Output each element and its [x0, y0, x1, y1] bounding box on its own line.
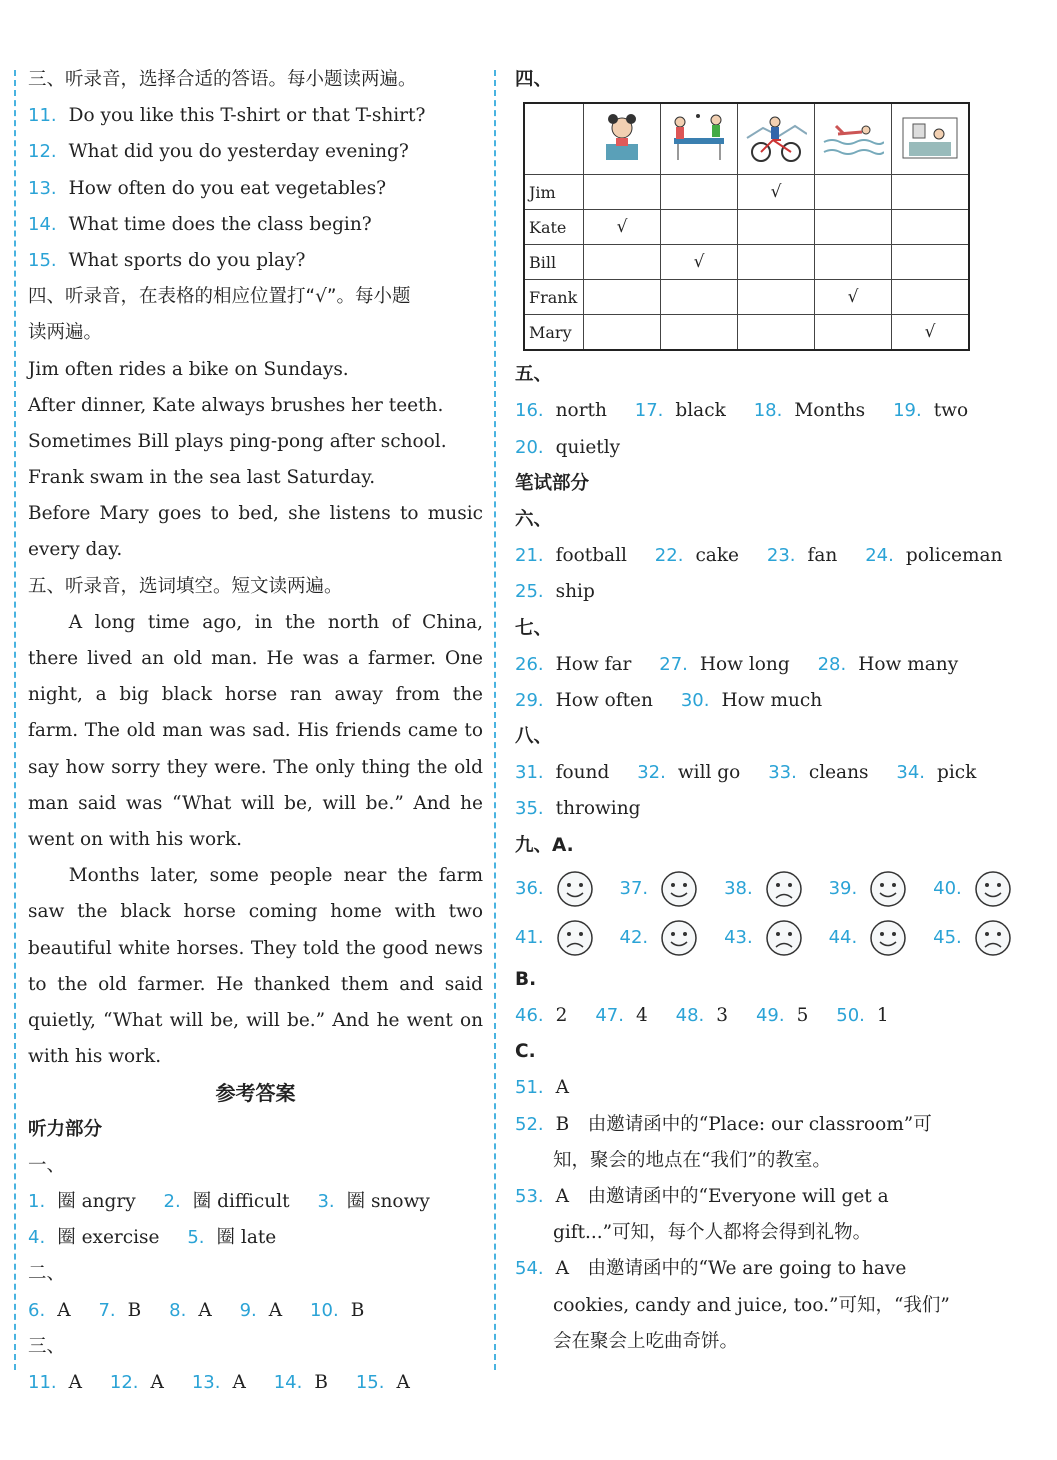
happy-face-icon — [869, 919, 907, 957]
left-margin-line — [14, 70, 16, 1370]
answer-row: 51. A — [515, 1077, 570, 1099]
answer-row: 29. How often 30. How much — [515, 689, 823, 711]
transcript-line: Frank swam in the sea last Saturday. — [28, 467, 376, 489]
answer-7-heading: 七、 — [515, 617, 553, 639]
answer-3-heading: 三、 — [28, 1335, 66, 1357]
table-row: Kate √ — [524, 210, 969, 245]
transcript-line: Before Mary goes to bed, she listens to music every day. — [28, 503, 483, 561]
question-item: 15. What sports do you play? — [28, 249, 306, 271]
answer-row: 4. 圈 exercise 5. 圈 late — [28, 1227, 277, 1249]
sad-face-icon — [974, 919, 1012, 957]
answer-explanation: 54. A 由邀请函中的“We are going to have — [515, 1258, 907, 1280]
answer-row: 31. found 32. will go 33. cleans 34. pick — [515, 762, 977, 784]
answer-9c-heading: C. — [515, 1041, 536, 1063]
answer-row: 21. football 22. cake 23. fan 24. policeman — [515, 545, 1003, 567]
faces-row: 36. 37. 38. 39. 40. — [515, 864, 985, 913]
check-mark: √ — [892, 315, 970, 351]
answer-row: 11. A 12. A 13. A 14. B 15. A — [28, 1371, 410, 1393]
answer-explanation-cont: 知，聚会的地点在“我们”的教室。 — [553, 1149, 831, 1171]
happy-face-icon — [869, 870, 907, 908]
question-item: 11. Do you like this T-shirt or that T-shirt? — [28, 105, 426, 127]
ping-pong-icon — [668, 108, 730, 166]
question-item: 12. What did you do yesterday evening? — [28, 141, 409, 163]
question-item: 14. What time does the class begin? — [28, 213, 372, 235]
answer-2-heading: 二、 — [28, 1263, 66, 1285]
answer-row: 1. 圈 angry 2. 圈 difficult 3. 圈 snowy — [28, 1191, 430, 1213]
story-paragraph-2: Months later, some people near the farm saw the black horse coming home with two beautiful white horses. They told the good news to the old farmer. He thanked them and said quietly, “What will be, will be.” And he went on with his work. — [28, 865, 483, 1068]
answer-row: 6. A 7. B 8. A 9. A 10. B — [28, 1299, 365, 1321]
answer-8-heading: 八、 — [515, 726, 553, 748]
answer-explanation-cont: cookies, candy and juice, too.”可知，“我们” — [553, 1294, 950, 1316]
faces-row: 41. 42. 43. 44. 45. — [515, 913, 985, 962]
table-row: Jim √ — [524, 175, 969, 210]
swimming-icon — [822, 108, 884, 166]
transcript-line: Jim often rides a bike on Sundays. — [28, 358, 349, 380]
table-row: Mary √ — [524, 315, 969, 351]
written-part-title: 笔试部分 — [515, 472, 590, 494]
section-3-questions — [28, 98, 483, 279]
section-5-heading: 五、听录音，选词填空。短文读两遍。 — [28, 575, 343, 597]
answer-9a-heading: 九、A. — [515, 834, 574, 856]
answer-row: 20. quietly — [515, 436, 621, 458]
answer-explanation-cont: gift...”可知，每个人都将会得到礼物。 — [553, 1222, 872, 1244]
listening-part-title: 听力部分 — [28, 1118, 103, 1140]
answer-1-heading: 一、 — [28, 1154, 66, 1176]
bike-riding-icon — [745, 108, 807, 166]
right-column — [515, 62, 1003, 1360]
center-divider-line — [494, 70, 496, 1370]
check-mark: √ — [584, 210, 661, 245]
transcript-line: Sometimes Bill plays ping-pong after school. — [28, 430, 447, 452]
sad-face-icon — [765, 870, 803, 908]
activity-table — [523, 102, 970, 351]
left-column — [28, 62, 483, 1401]
answers-title: 参考答案 — [215, 1081, 296, 1106]
happy-face-icon — [660, 919, 698, 957]
answer-row: 46. 2 47. 4 48. 3 49. 5 50. 1 — [515, 1005, 889, 1026]
happy-face-icon — [556, 870, 594, 908]
section-3-heading: 三、听录音，选择合适的答语。每小题读两遍。 — [28, 69, 417, 90]
table-row: Frank √ — [524, 280, 969, 315]
answer-explanation: 52. B 由邀请函中的“Place: our classroom”可 — [515, 1113, 932, 1135]
happy-face-icon — [974, 870, 1012, 908]
answer-row: 26. How far 27. How long 28. How many — [515, 653, 959, 675]
table-row: Bill √ — [524, 245, 969, 280]
answer-row: 25. ship — [515, 581, 595, 603]
answer-6-heading: 六、 — [515, 508, 553, 530]
section-4-heading-cont: 读两遍。 — [28, 322, 103, 344]
story-paragraph-1: A long time ago, in the north of China, there lived an old man. He was a farmer. One night, a big black horse ran away from the farm. The old man was sad. His friends came to say how sorry they were. The only thing the old man said was “What will be, will be.” And he went on with his work. — [28, 611, 483, 851]
answer-4-heading: 四、 — [515, 69, 553, 90]
answer-5-heading: 五、 — [515, 364, 553, 386]
answer-row: 16. north 17. black 18. Months 19. two — [515, 400, 969, 422]
transcript-line: After dinner, Kate always brushes her teeth. — [28, 394, 444, 416]
check-mark: √ — [815, 280, 892, 315]
answer-9b-heading: B. — [515, 968, 537, 990]
answer-explanation: 53. A 由邀请函中的“Everyone will get a — [515, 1185, 889, 1207]
sad-face-icon — [556, 919, 594, 957]
happy-face-icon — [660, 870, 698, 908]
table-header-row — [524, 103, 969, 175]
girl-brushing-teeth-icon — [592, 108, 652, 166]
section-4-heading: 四、听录音，在表格的相应位置打“√”。每小题 — [28, 286, 411, 308]
question-item: 13. How often do you eat vegetables? — [28, 177, 387, 199]
check-mark: √ — [738, 175, 815, 210]
answer-explanation-cont: 会在聚会上吃曲奇饼。 — [553, 1330, 739, 1352]
check-mark: √ — [661, 245, 738, 280]
sad-face-icon — [765, 919, 803, 957]
answer-row: 35. throwing — [515, 798, 641, 820]
listening-music-icon — [899, 108, 961, 166]
